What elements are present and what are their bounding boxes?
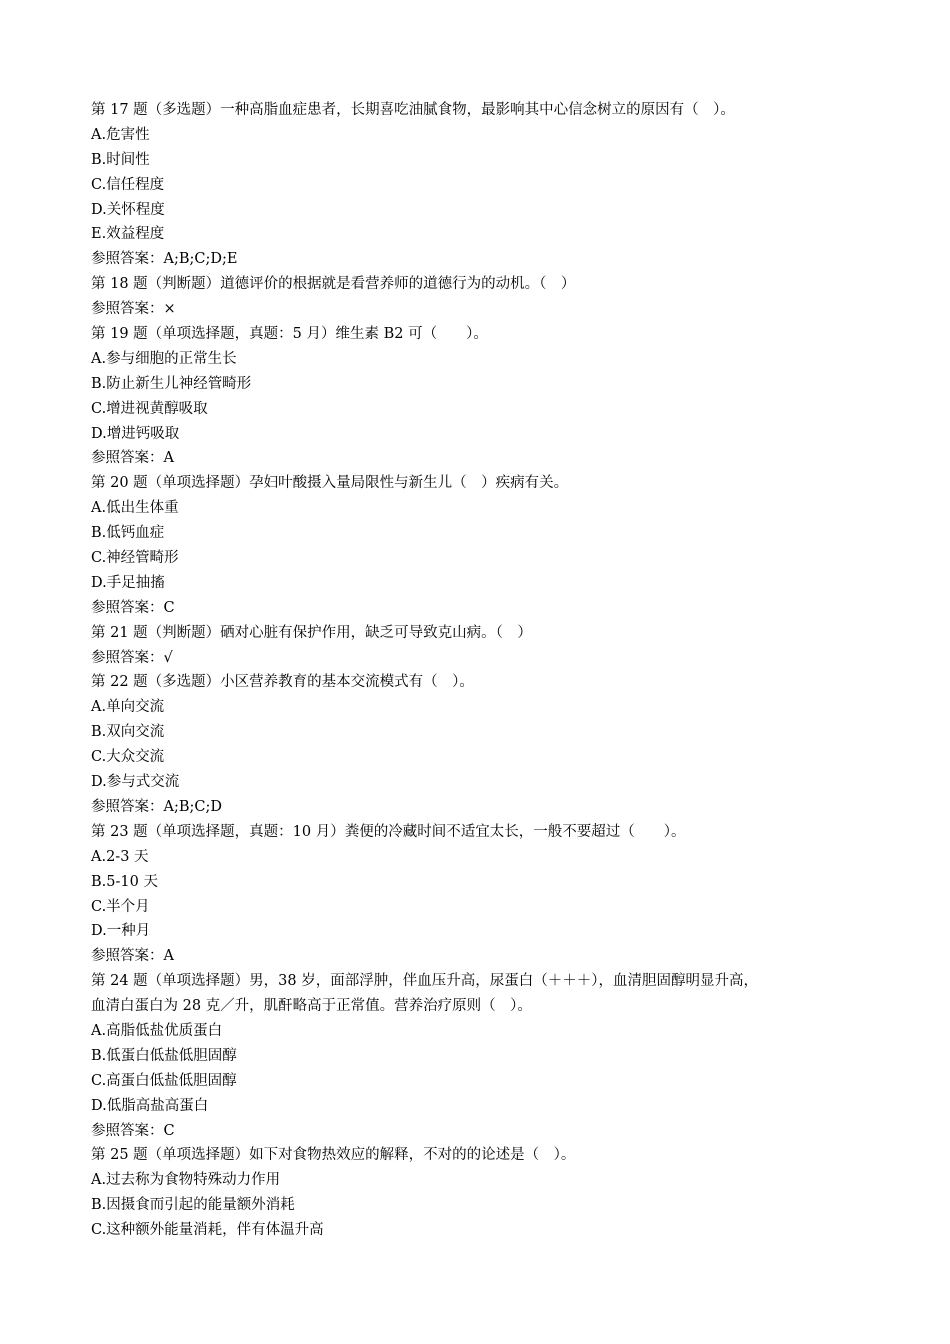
option-text: A.低出生体重 — [91, 500, 179, 517]
answer-text: 参照答案：A;B;C;D — [91, 798, 223, 815]
option-text: D.低脂高盐高蛋白 — [91, 1097, 209, 1114]
answer-text: 参照答案：C — [91, 1122, 175, 1139]
option-text: A.高脂低盐优质蛋白 — [91, 1022, 223, 1039]
question-text: 第 22 题（多选题）小区营养教育的基本交流模式有（ ）。 — [91, 674, 474, 691]
option-text: C.增进视黄醇吸取 — [91, 400, 208, 417]
option-text: D.手足抽搐 — [91, 574, 165, 591]
question-text: 第 19 题（单项选择题，真题：5 月）维生素 B2 可（ ）。 — [91, 326, 488, 343]
question-text: 第 24 题（单项选择题）男，38 岁，面部浮肿，伴血压升高，尿蛋白（＋＋＋），血清胆固醇明显升高， — [91, 973, 758, 990]
answer-text: 参照答案：A;B;C;D;E — [91, 251, 238, 268]
answer-text: 参照答案：A — [91, 948, 174, 965]
option-text: C.信任程度 — [91, 176, 165, 193]
answer-text: 参照答案：C — [91, 599, 175, 616]
text-line: 血清白蛋白为 28 克／升，肌酐略高于正常值。营养治疗原则（ ）。 — [91, 998, 532, 1015]
option-text: B.5-10 天 — [91, 873, 158, 890]
option-text: A.过去称为食物特殊动力作用 — [91, 1172, 281, 1189]
question-text: 第 21 题（判断题）硒对心脏有保护作用，缺乏可导致克山病。（ ） — [91, 624, 532, 641]
option-text: A.参与细胞的正常生长 — [91, 350, 237, 367]
option-text: A.单向交流 — [91, 699, 165, 716]
option-text: D.参与式交流 — [91, 774, 180, 791]
option-text: B.因摄食而引起的能量额外消耗 — [91, 1197, 295, 1214]
option-text: D.关怀程度 — [91, 201, 165, 218]
document-page — [91, 98, 871, 1243]
option-text: C.这种额外能量消耗，伴有体温升高 — [91, 1222, 324, 1239]
option-text: D.增进钙吸取 — [91, 425, 180, 442]
option-text: B.双向交流 — [91, 724, 165, 741]
question-text: 第 20 题（单项选择题）孕妇叶酸摄入量局限性与新生儿（ ）疾病有关。 — [91, 475, 569, 492]
option-text: C.高蛋白低盐低胆固醇 — [91, 1072, 237, 1089]
option-text: B.低钙血症 — [91, 525, 165, 542]
question-text: 第 18 题（判断题）道德评价的根据就是看营养师的道德行为的动机。（ ） — [91, 276, 576, 293]
question-text: 第 23 题（单项选择题，真题：10 月）粪便的冷藏时间不适宜太长，一般不要超过（ ）。 — [91, 823, 686, 840]
option-text: B.低蛋白低盐低胆固醇 — [91, 1047, 237, 1064]
option-text: C.半个月 — [91, 898, 150, 915]
option-text: B.时间性 — [91, 151, 150, 168]
question-text: 第 25 题（单项选择题）如下对食物热效应的解释，不对的的论述是（ ）。 — [91, 1147, 576, 1164]
option-text: E.效益程度 — [91, 226, 165, 243]
option-text: B.防止新生儿神经管畸形 — [91, 375, 252, 392]
answer-text: 参照答案：√ — [91, 649, 173, 666]
option-text: A.危害性 — [91, 126, 150, 143]
option-text: A.2-3 天 — [91, 848, 149, 865]
option-text: D.一种月 — [91, 923, 151, 940]
option-text: C.大众交流 — [91, 749, 165, 766]
answer-text: 参照答案：A — [91, 450, 174, 467]
option-text: C.神经管畸形 — [91, 550, 179, 567]
question-text: 第 17 题（多选题）一种高脂血症患者，长期喜吃油腻食物，最影响其中心信念树立的原因有（ ）。 — [91, 102, 735, 118]
answer-text: 参照答案：× — [91, 301, 176, 318]
